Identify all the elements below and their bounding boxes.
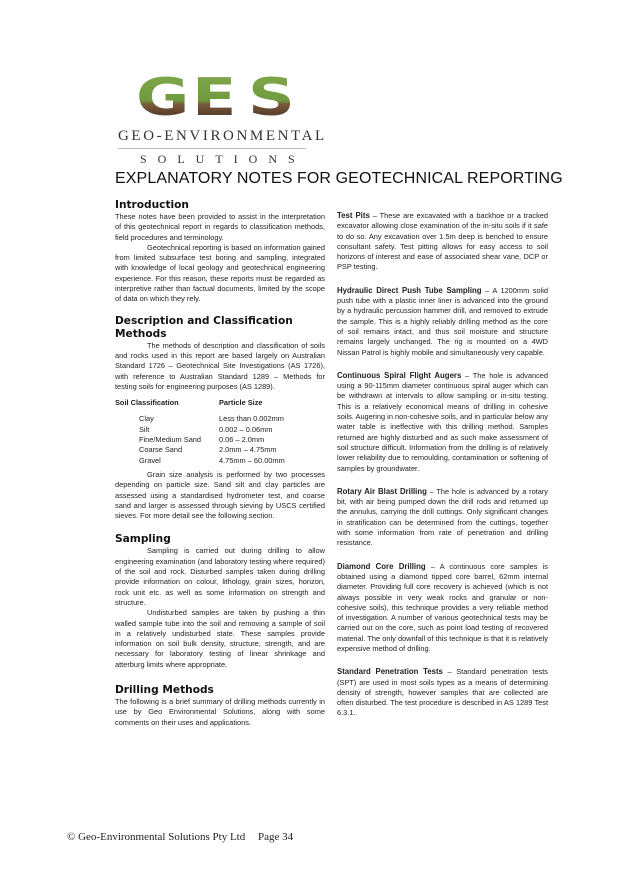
introduction-paragraph: These notes have been provided to assist in the interpretation of this geotechnical report in regards to classification methods, field procedures and terminology. xyxy=(115,212,325,242)
description-section xyxy=(115,315,325,522)
description-paragraph: The methods of description and classification of soils and rocks used in this report are based largely on Australian Standard 1726 – Geotechnical Site Investigations (AS 1726), with reference to Australian Standard 1289 – Methods for testing soils for engineering purposes (AS 1289). xyxy=(115,340,325,391)
company-logo xyxy=(118,68,327,167)
method-title: Diamond Core Drilling xyxy=(337,561,426,571)
method-description: – A continuous core samples is obtained using a diamond tipped core barrel, 62mm internal diameter. Providing full core recovery is achieved (which is not always possible in very weak rocks and granular or non-cohesive soils), this technique provides a very reliable method of investigation. A number of various geotechnical tests may be carried out on the core, such as point load testing of recovered material. The only downfall of this technique is that it is relatively expensive method of drilling. xyxy=(337,561,549,653)
method-diamond-core xyxy=(337,562,548,655)
page-title: EXPLANATORY NOTES FOR GEOTECHNICAL REPORTING xyxy=(115,170,563,187)
introduction-heading: Introduction xyxy=(115,199,189,211)
method-push-tube xyxy=(337,286,548,358)
drilling-methods-heading: Drilling Methods xyxy=(115,683,214,696)
logo-mark xyxy=(136,68,296,128)
table-row xyxy=(115,445,325,455)
particle-size-cell: 0.002 – 0.06mm xyxy=(219,424,273,434)
method-title: Rotary Air Blast Drilling xyxy=(337,486,427,496)
method-description: – The hole is advanced by a rotary bit, with air being pumped down the drill rods and returned up the annulus, carrying the drill cuttings. Only significant changes in stratification can be determined from the cuttings, together with some information from rate of penetration and drilling resistance. xyxy=(337,486,548,548)
soil-type-cell: Silt xyxy=(139,424,150,434)
table-row xyxy=(115,425,325,435)
logo-text-line2: SOLUTIONS xyxy=(140,152,306,166)
introduction-paragraph: Geotechnical reporting is based on information gained from limited subsurface test boring and sampling, integrated with knowledge of local geology and geotechnical engineering experience. For this reason, these reports must be regarded as interpretive rather than factual documents, limited by the scope of data on which they rely. xyxy=(115,242,325,304)
method-spt xyxy=(337,667,548,718)
table-row xyxy=(115,456,325,466)
table-row xyxy=(115,414,325,424)
grain-size-paragraph: Grain size analysis is performed by two processes depending on particle size. Sand silt and clay particles are assessed using a standardised hydrometer test, and coarse sand and larger is assessed through sieving by USCS certified sieves. For more detail see the following section. xyxy=(115,469,325,521)
logo-divider xyxy=(118,148,306,149)
particle-size-cell: Less than 0.002mm xyxy=(219,414,284,424)
method-test-pits xyxy=(337,211,548,273)
table-row xyxy=(115,435,325,445)
drilling-methods-section xyxy=(115,684,325,728)
column-header-particle-size: Particle Size xyxy=(219,398,263,408)
logo-letter-g: G xyxy=(136,72,196,124)
method-description: – These are excavated with a backhoe or a tracked excavator allowing close examination of the in-situ soils if it safe to do so. Any excavation over 1.5m deep is benched to ensure consultant safety. Test pitting allows for easy access to soil horizons of interest and ease of associated shear vane, DCP or PSP testing. xyxy=(337,211,548,272)
method-title: Standard Penetration Tests xyxy=(337,667,443,677)
right-column xyxy=(337,211,548,729)
table-header-row xyxy=(115,398,325,414)
sampling-heading: Sampling xyxy=(115,533,171,546)
soil-type-cell: Fine/Medium Sand xyxy=(139,435,202,445)
method-rotary-air-blast xyxy=(337,487,548,549)
method-spiral-augers xyxy=(337,371,548,474)
particle-size-cell: 0.06 – 2.0mm xyxy=(219,435,265,445)
sampling-paragraph: Sampling is carried out during drilling to allow engineering examination (and laboratory testing where required) of the soil and rock. Disturbed samples taken during drilling provide information on colour, lithology, grain sizes, horizon, rock unit etc. as well as some information on strength and structure. xyxy=(115,546,325,607)
method-description: – A 1200mm solid push tube with a plastic inner liner is advanced into the ground by a hydraulic percussion hammer drill, and removed to extrude the sample. This is a highly reliably drilling method as the core of soil remains intact, and thus soil moisture and structure remains largely unchanged. The rig is mounted on a 4WD Nissan Patrol is highly mobile and simultaneously very capable. xyxy=(337,285,548,357)
description-heading: Description and Classification Methods xyxy=(115,314,293,340)
logo-letter-s: S xyxy=(248,72,308,124)
method-description: – Standard penetration tests (SPT) are used in most soils types as a means of determining density of strength, however samples that are collected are often disturbed. The test procedure is described in AS 1289 Test 6.3.1. xyxy=(337,667,548,718)
soil-type-cell: Clay xyxy=(139,414,154,424)
logo-text-line1: GEO-ENVIRONMENTAL xyxy=(118,128,327,144)
soil-classification-table xyxy=(115,398,325,466)
drilling-methods-paragraph: The following is a brief summary of drilling methods currently in use by Geo Environmental Solutions, along with some comments on their uses and applications. xyxy=(115,696,325,727)
soil-type-cell: Gravel xyxy=(139,455,161,465)
column-header-soil-classification: Soil Classification xyxy=(115,398,179,408)
sampling-section xyxy=(115,533,325,670)
copyright-text: © Geo-Environmental Solutions Pty Ltd xyxy=(67,831,246,843)
method-title: Test Pits xyxy=(337,211,370,220)
sampling-paragraph: Undisturbed samples are taken by pushing a thin walled sample tube into the soil and removing a sample of soil in a relatively undisturbed state. These samples provide information on soil bulk density, structure, strength, and are necessary for laboratory testing of linear shrinkage and atterburg limits where appropriate. xyxy=(115,608,325,669)
page-number: Page 34 xyxy=(257,831,294,843)
soil-type-cell: Coarse Sand xyxy=(139,445,183,455)
page-footer xyxy=(67,831,293,843)
logo-letter-e: E xyxy=(192,72,252,124)
method-title: Hydraulic Direct Push Tube Sampling xyxy=(337,285,482,295)
method-description: – The hole is advanced using a 90-115mm diameter continuous spiral auger which can be withdrawn at intervals to allow sampling or in-situ testing. This is a relatively economical means of drilling in cohesive soils. Augering in non-cohesive soils, and in particular below any water table is ineffective with this drilling method. Samples returned are highly disturbed and as such make assessment of soil structure difficult. Information from the drilling is of relatively lower reliability due to remoulding, contamination or softening of samples by groundwater. xyxy=(337,370,549,473)
particle-size-cell: 4.75mm – 60.00mm xyxy=(219,455,285,465)
method-title: Continuous Spiral Flight Augers xyxy=(337,370,462,380)
particle-size-cell: 2.0mm – 4.75mm xyxy=(219,445,277,455)
introduction-section xyxy=(115,199,325,305)
left-column xyxy=(115,199,325,738)
